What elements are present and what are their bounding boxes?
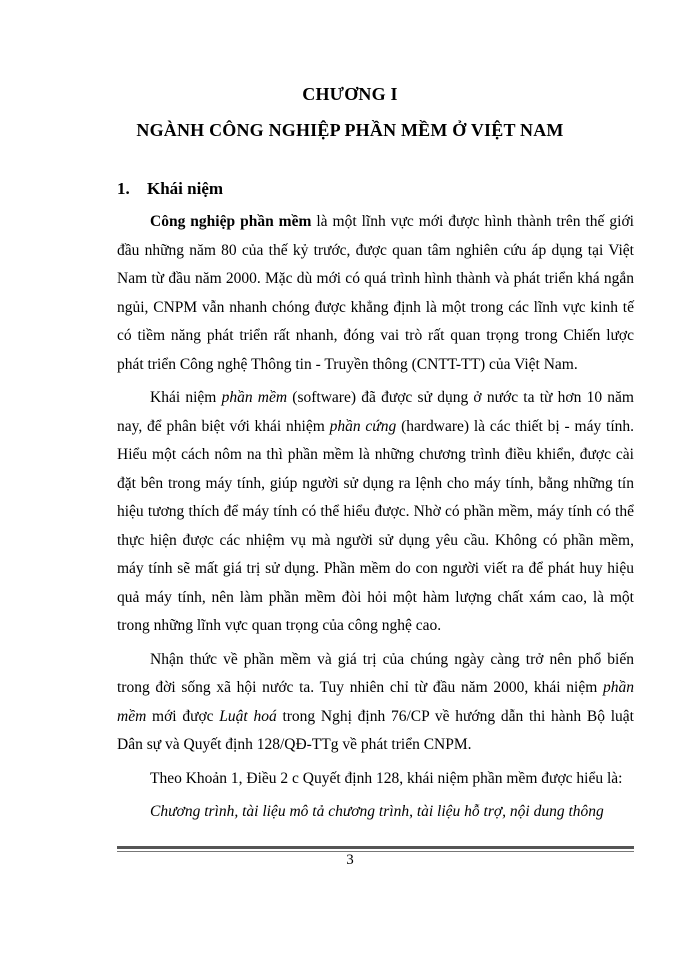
paragraph-1 [117,208,634,379]
paragraph-1-text: là một lĩnh vực mới được hình thành trên thế giới đầu những năm 80 của thế kỷ trước, được quan tâm nghiên cứu áp dụng tại Việt Nam từ đầu năm 2000. Mặc dù mới có quá trình hình thành và phát triển khá ngắn ngủi, CNPM vẫn nhanh chóng được khẳng định là một trong các lĩnh vực kinh tế có tiềm năng phát triển rất nhanh, đóng vai trò rất quan trọng trong Chiến lược phát triển Công nghệ Thông tin - Truyền thông (CNTT-TT) của Việt Nam. [117,213,634,373]
section-heading [117,179,223,199]
footer-rule-thick [117,846,634,849]
italic-term-software: phần mềm [221,389,288,406]
paragraph-4: Theo Khoản 1, Điều 2 c Quyết định 128, khái niệm phần mềm được hiểu là: [150,769,623,787]
paragraph-3 [117,646,634,760]
paragraph-2-part-c: (hardware) là các thiết bị - máy tính. Hiểu một cách nôm na thì phần mềm là những chương trình điều khiển, được cài đặt bên trong máy tính, giúp người sử dụng ra lệnh cho máy tính, bằng những tín hiệu tương thích để máy tính có thể hiểu được. Nhờ có phần mềm, máy tính có thể thực hiện được các nhiệm vụ mà người sử dụng yêu cầu. Không có phần mềm, máy tính sẽ mất giá trị sử dụng. Phần mềm do con người viết ra để phát huy hiệu quả máy tính, nên làm phần mềm đòi hỏi một hàm lượng chất xám cao, là một trong những lĩnh vực quan trọng của công nghệ cao. [117,417,634,634]
paragraph-3-part-b: mới được [146,707,220,725]
paragraph-2-part-a: Khái niệm [150,389,222,406]
body-text [117,208,634,832]
paragraph-2-part-b: (software) đã được sử dụng ở nước ta từ hơn 10 năm nay, để phân biệt với khái nhiệm [117,389,634,435]
italic-term-hardware: phần cứng [329,417,397,435]
italic-term-software-2: phần mềm [117,679,634,725]
paragraph-2 [117,384,634,641]
section-title: Khái niệm [147,179,224,198]
chapter-label: CHƯƠNG I [302,84,398,104]
section-number: 1. [117,179,130,198]
paragraph-5-quote: Chương trình, tài liệu mô tả chương trình, tài liệu hỗ trợ, nội dung thông [150,803,604,820]
italic-term-legalized: Luật hoá [219,707,277,725]
paragraph-3-part-c: trong Nghị định 76/CP về hướng dẫn thi hành Bộ luật Dân sự và Quyết định 128/QĐ-TTg về phát triển CNPM. [117,707,634,753]
chapter-title: NGÀNH CÔNG NGHIỆP PHẦN MỀM Ở VIỆT NAM [136,120,564,140]
page-number: 3 [346,852,354,868]
paragraph-3-part-a: Nhận thức về phần mềm và giá trị của chúng ngày càng trở nên phổ biến trong đời sống xã hội nước ta. Tuy nhiên chỉ từ đầu năm 2000, khái niệm [117,650,634,696]
bold-term: Công nghiệp phần mềm [150,213,312,230]
